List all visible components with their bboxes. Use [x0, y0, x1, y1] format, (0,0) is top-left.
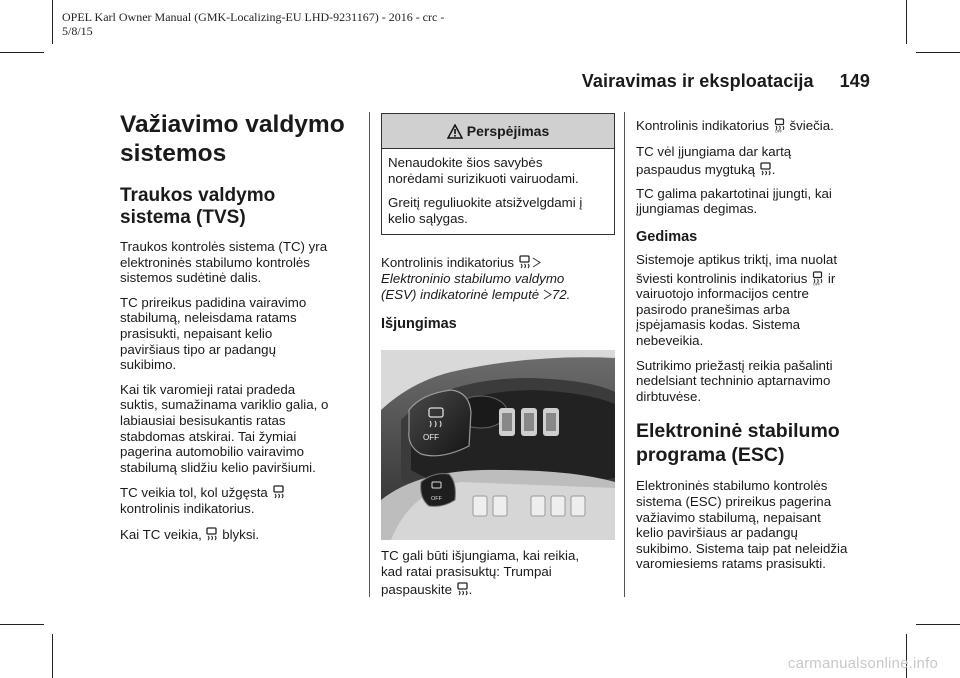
text-line: kelio sąlygas. [388, 210, 468, 226]
text-line [381, 582, 615, 598]
text-line: Kai tik varomieji ratai pradeda [120, 381, 296, 397]
text-line: Elektroninio stabilumo valdymo [381, 270, 565, 286]
text-line: Elektroninės stabilumo kontrolės [636, 478, 828, 494]
heading-line: Elektroninė stabilumo [636, 420, 840, 443]
text-line: kontrolinis indikatorius. [120, 500, 255, 516]
photo-button-label: OFF [431, 496, 442, 503]
text-line: Sistemoje aptikus triktį, ima nuolat [636, 251, 838, 267]
text-line: paviršiaus tipo ar padangų [120, 341, 276, 357]
text-line: pasirodo pranešimas arba [636, 301, 790, 317]
text-line: stabdomas atskirai. Tai žymiai [120, 428, 297, 444]
column-middle [381, 113, 615, 598]
text-span: blyksi. [222, 526, 260, 542]
column-left [120, 110, 360, 542]
tc-off-icon [773, 118, 786, 133]
running-head [582, 71, 870, 92]
section-heading: Išjungimas [381, 316, 457, 333]
text-span: Kontrolinis indikatorius [636, 118, 770, 133]
traction-control-icon [456, 582, 469, 597]
text-line: TC gali būti išjungiama, kai reikia, [381, 548, 580, 564]
paragraph [388, 195, 608, 226]
paragraph [636, 144, 886, 178]
paragraph [636, 478, 886, 572]
paragraph [636, 252, 886, 349]
page-ref-icon [543, 287, 552, 302]
text-line: važiavimo stabilumą, nepaisant [636, 509, 821, 525]
paragraph [120, 295, 360, 373]
warning-icon [447, 124, 463, 139]
text-line [381, 287, 615, 303]
text-line [636, 271, 886, 287]
text-line: Traukos kontrolės sistema (TC) yra [120, 239, 328, 254]
text-line: Sutrikimo priežastį reikia pašalinti [636, 357, 833, 373]
text-span: paspaudus mygtuką [636, 162, 756, 178]
crop-mark [0, 624, 44, 625]
traction-control-icon [759, 162, 772, 177]
text-span: (ESV) indikatorinė lemputė [381, 286, 540, 302]
text-line: TC vėl įjungiama dar kartą [636, 143, 792, 159]
warning-header [382, 114, 614, 149]
crop-mark [52, 634, 53, 678]
text-line: TC galima pakartotinai įjungti, kai [636, 185, 832, 201]
text-line: stabilumą slidžiu kelio paviršiumi. [120, 459, 316, 475]
svg-text:OFF: OFF [774, 129, 782, 133]
text-line: įjungiamas degimas. [636, 201, 758, 217]
column-divider [369, 112, 370, 597]
text-line: elektroninės stabilumo kontrolės [120, 254, 310, 270]
paragraph [636, 358, 886, 405]
section-heading [120, 185, 360, 229]
page-number: 149 [839, 71, 870, 91]
text-line: sukibimo. Sistema taip pat neleidžia [636, 540, 848, 556]
text-line: sistemos sudėtinė dalis. [120, 270, 262, 286]
crop-mark [52, 0, 53, 44]
page-ref-icon [531, 255, 544, 270]
text-line: TC prireikus padidina vairavimo [120, 294, 307, 310]
text-line: kelio paviršiaus ar padangų [636, 525, 798, 541]
text-span: . [771, 162, 776, 178]
text-line: norėdami surizikuoti vairuodami. [388, 170, 579, 186]
page-ref-link[interactable]: 72. [551, 286, 571, 302]
text-span: ir [827, 270, 836, 286]
text-line: sukibimo. [120, 357, 177, 373]
text-line: nedelsiant techninio aptarnavimo [636, 373, 831, 389]
text-span: . [468, 582, 473, 598]
paragraph [636, 186, 886, 217]
title-line: Važiavimo valdymo [120, 111, 345, 138]
crop-mark [916, 624, 960, 625]
text-line: prasisukti, nepaisant kelio [120, 325, 273, 341]
text-span: paspauskite [381, 582, 452, 598]
warning-box [381, 113, 615, 235]
crop-mark [0, 52, 44, 53]
crop-mark [916, 52, 960, 53]
heading-line: Traukos valdymo [120, 185, 276, 206]
traction-control-icon [205, 527, 218, 542]
text-line [120, 485, 360, 501]
heading-line: programa (ESC) [636, 444, 785, 467]
crop-mark [906, 0, 907, 44]
page-title [120, 110, 360, 168]
column-divider [624, 112, 625, 597]
paragraph [120, 382, 360, 476]
text-line: Nenaudokite šios savybės [388, 155, 543, 170]
document-meta [62, 10, 444, 38]
paragraph [381, 255, 615, 302]
paragraph [120, 485, 360, 516]
text-line [636, 162, 886, 178]
tc-button-photo [381, 350, 615, 540]
paragraph [381, 548, 615, 598]
text-line: varomiesiems ratams prasisukti. [636, 556, 826, 572]
paragraph [120, 239, 360, 286]
text-line: dirbtuvėse. [636, 388, 702, 404]
paragraph [636, 118, 886, 134]
text-line: vairuotojo informacijos centre [636, 286, 809, 302]
meta-line: OPEL Karl Owner Manual (GMK-Localizing-EU LHD-9231167) - 2016 - crc - [62, 10, 445, 24]
traction-control-icon [272, 485, 285, 500]
svg-text:OFF: OFF [813, 282, 821, 286]
text-line: įspėjamasis kodas. Sistema [636, 317, 801, 333]
text-line: nebeveikia. [636, 332, 704, 348]
section-heading: Gedimas [636, 228, 698, 245]
heading-line: sistema (TVS) [120, 207, 246, 228]
section-heading [636, 419, 886, 467]
traction-control-icon [518, 255, 531, 270]
text-line: suktis, sumažinama variklio galia, o [120, 397, 329, 413]
text-line: stabilumą, neleisdama ratams [120, 310, 297, 326]
text-span: Kai TC veikia, [120, 526, 202, 542]
text-span: Kontrolinis indikatorius [381, 255, 515, 271]
meta-line: 5/8/15 [62, 24, 93, 38]
text-line: Greitį reguliuokite atsižvelgdami į [388, 195, 583, 211]
text-span: šviečia. [789, 118, 834, 133]
text-span: šviesti kontrolinis indikatorius [636, 270, 808, 286]
text-line: kad ratai prasisuktų: Trumpai [381, 563, 552, 579]
paragraph [120, 527, 360, 543]
warning-title: Perspėjimas [466, 123, 550, 139]
text-span: TC veikia tol, kol užgęsta [120, 485, 268, 501]
photo-button-label: OFF [423, 433, 439, 443]
text-line: pagerina automobilio vairavimo [120, 444, 305, 460]
column-right [636, 118, 886, 572]
paragraph [388, 155, 608, 186]
text-line: labiausiai besisukantis ratas [120, 412, 286, 428]
section-title: Vairavimas ir eksploatacija [581, 71, 814, 91]
text-line [381, 255, 615, 271]
text-line: sistema (ESC) prireikus pagerina [636, 493, 832, 509]
title-line: sistemos [120, 140, 227, 167]
tc-off-icon [811, 271, 824, 286]
watermark: carmanualsonline.info [787, 655, 938, 672]
